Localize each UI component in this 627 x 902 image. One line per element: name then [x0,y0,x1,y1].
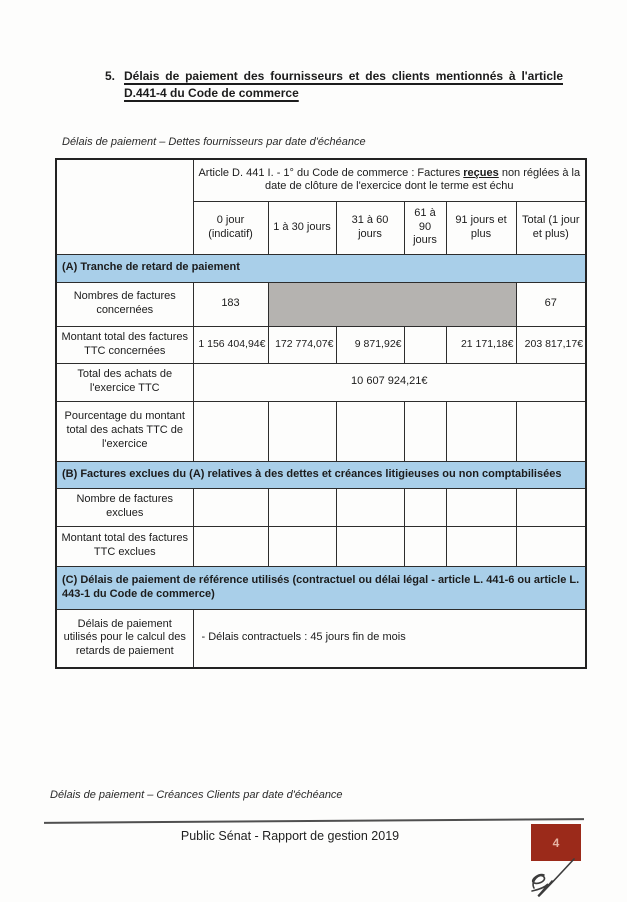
reference-delay-row [56,609,586,668]
empty-cell [516,488,586,526]
empty-cell [446,401,516,461]
empty-cell [268,488,336,526]
row-label: Pourcentage du montant total des achats TTC de l'exercice [56,401,193,461]
footer-divider [44,818,584,824]
invoice-count-total: 67 [516,282,586,326]
amount-1a30: 172 774,07€ [268,326,336,363]
amount-total: 203 817,17€ [516,326,586,363]
row-label: Montant total des factures TTC concernées [56,326,193,363]
section-c-band [56,566,586,609]
col-header-31a60: 31 à 60 jours [336,201,404,254]
payment-delays-table [55,158,587,669]
empty-cell [336,526,404,566]
amount-61a90 [404,326,446,363]
empty-cell [336,488,404,526]
article-header-prefix: Article D. 441 I. - 1° du Code de commerce : Factures [198,166,464,179]
page-number: 4 [552,835,560,850]
col-header-0jour: 0 jour (indicatif) [193,201,268,254]
section-a-band [56,254,586,282]
reference-delay-value: - Délais contractuels : 45 jours fin de mois [193,609,586,668]
percentage-row [56,401,586,461]
corner-empty-cell [56,159,193,254]
empty-cell [404,401,446,461]
empty-cell [516,526,586,566]
empty-cell [193,488,268,526]
handwritten-signature [526,855,588,900]
row-label: Nombre de factures exclues [56,488,193,526]
empty-cell [193,401,268,461]
row-label: Total des achats de l'exercice TTC [56,363,193,401]
empty-cell [446,488,516,526]
col-header-91plus: 91 jours et plus [446,201,516,254]
article-header-emphasis: reçues [463,166,499,179]
footer-title: Public Sénat - Rapport de gestion 2019 [180,829,400,843]
empty-cell [446,526,516,566]
amount-91plus: 21 171,18€ [446,326,516,363]
col-header-61a90: 61 à 90 jours [404,201,446,254]
empty-cell [404,488,446,526]
article-header-row [56,159,586,201]
invoice-amount-row [56,326,586,363]
amount-0jour: 1 156 404,94€ [193,326,268,363]
row-label: Montant total des factures TTC exclues [56,526,193,566]
section-b-label: (B) Factures exclues du (A) relatives à des dettes et créances litigieuses ou non comptabilisées [56,461,586,488]
excluded-count-row [56,488,586,526]
section-a-label: (A) Tranche de retard de paiement [56,254,586,282]
row-label: Nombres de factures concernées [56,282,193,326]
purchases-total-row [56,363,586,401]
table-caption-suppliers: Délais de paiement – Dettes fournisseurs par date d'échéance [62,136,366,148]
article-header-cell [193,159,586,201]
section-c-label: (C) Délais de paiement de référence utilisés (contractuel ou délai légal - article L. 441-6 ou article L. 443-1 du Code de commerce) [56,566,586,609]
col-header-1a30: 1 à 30 jours [268,201,336,254]
col-header-total: Total (1 jour et plus) [516,201,586,254]
table-caption-clients: Délais de paiement – Créances Clients par date d'échéance [50,789,343,801]
heading-number: 5. [105,69,116,83]
empty-cell [268,401,336,461]
article-header-suffix: non réglées à la date de clôture de l'exercice dont le terme est échu [265,166,581,193]
excluded-amount-row [56,526,586,566]
empty-cell [193,526,268,566]
invoice-count-row [56,282,586,326]
redacted-grey-cell [268,282,516,326]
row-label: Délais de paiement utilisés pour le calcul des retards de paiement [56,609,193,668]
invoice-count-0jour: 183 [193,282,268,326]
empty-cell [404,526,446,566]
purchases-total-value: 10 607 924,21€ [193,363,586,401]
section-heading [105,68,563,103]
empty-cell [516,401,586,461]
amount-31a60: 9 871,92€ [336,326,404,363]
empty-cell [336,401,404,461]
section-b-band [56,461,586,488]
heading-text: Délais de paiement des fournisseurs et des clients mentionnés à l'article D.441-4 du Code de commerce [124,69,563,101]
empty-cell [268,526,336,566]
